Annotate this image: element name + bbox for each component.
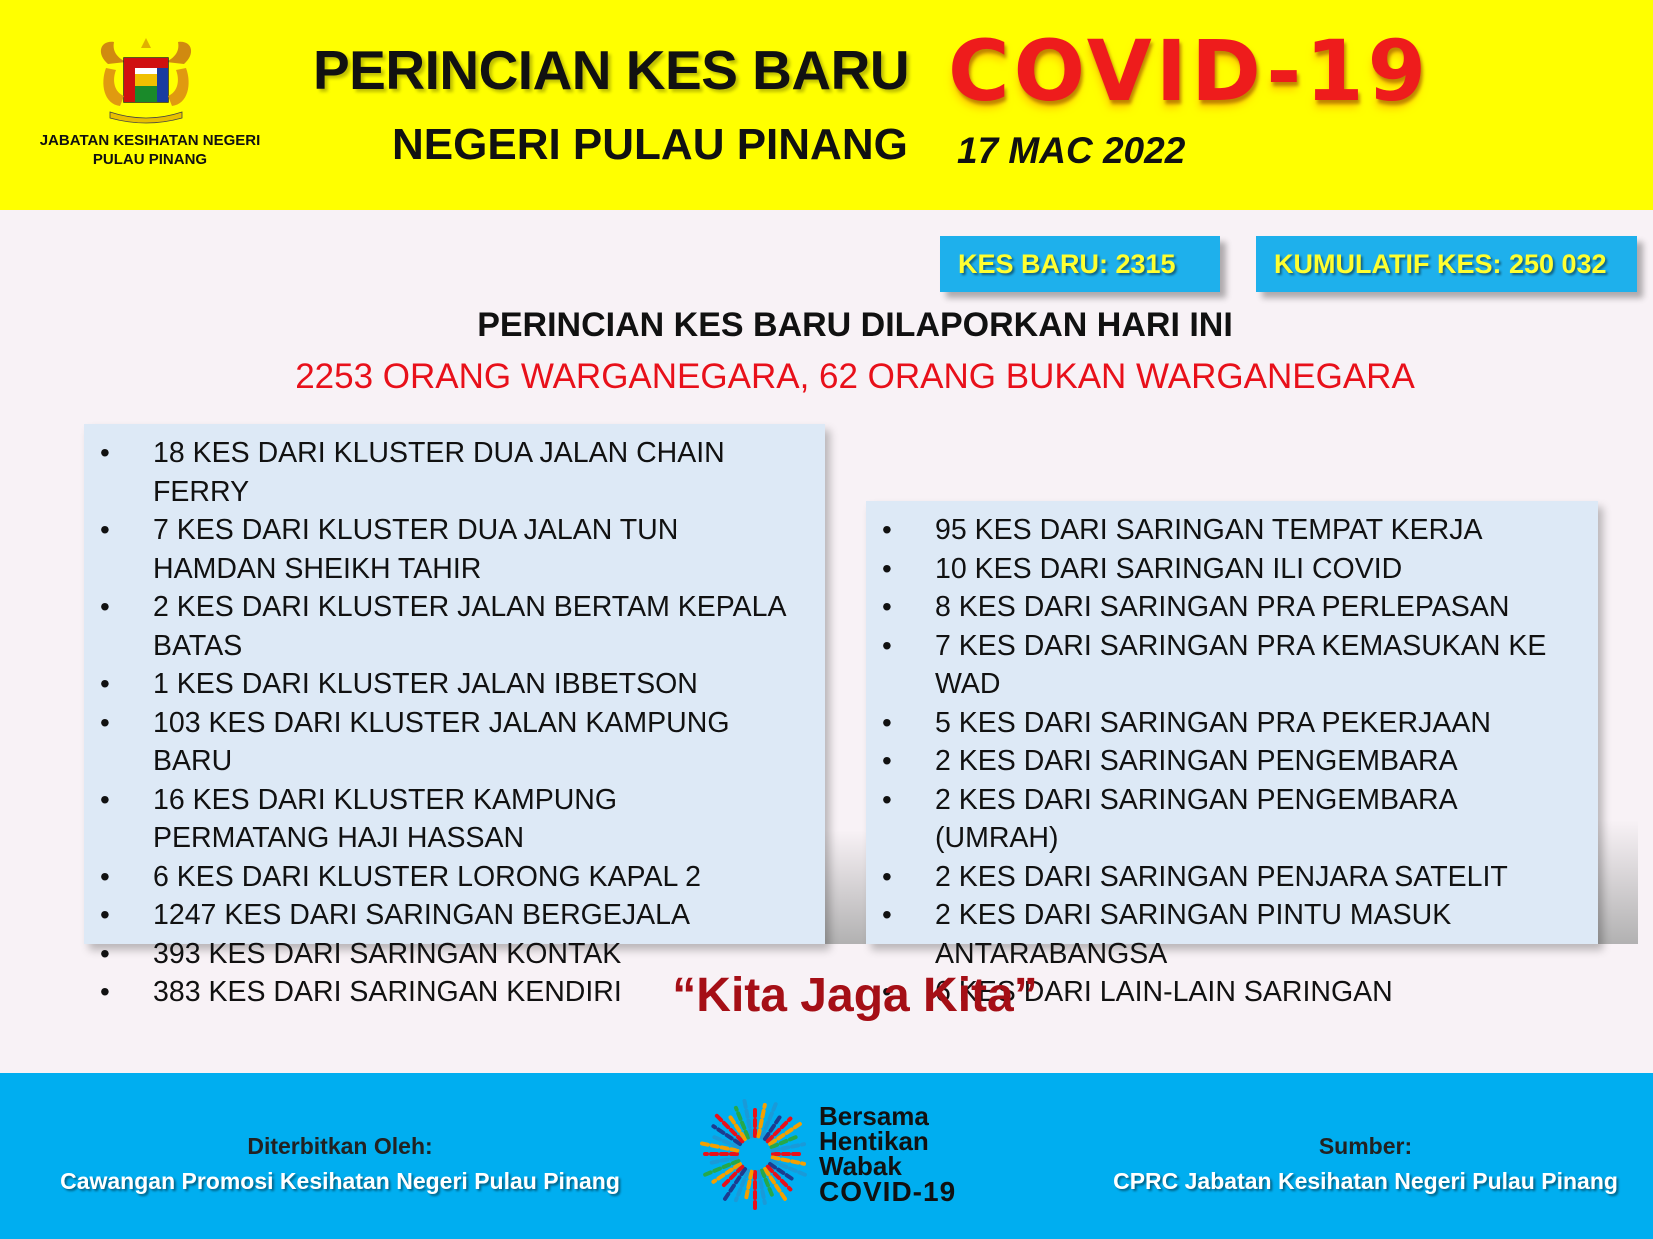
summary-heading: PERINCIAN KES BARU DILAPORKAN HARI INI: [477, 306, 1233, 344]
page-title: PERINCIAN KES BARU: [313, 39, 910, 101]
list-item: • 8 KES DARI SARINGAN PRA PERLEPASAN: [882, 588, 1582, 627]
new-cases-badge: KES BARU: 2315: [940, 236, 1220, 292]
list-item: • 16 KES DARI KLUSTER KAMPUNG PERMATANG HAJI HASSAN: [100, 781, 800, 858]
list-item: • 1247 KES DARI SARINGAN BERGEJALA: [100, 896, 800, 935]
list-item: • 6 KES DARI LAIN-LAIN SARINGAN: [882, 973, 1582, 1012]
campaign-line: Hentikan: [819, 1126, 929, 1156]
list-item: • 1 KES DARI KLUSTER JALAN IBBETSON: [100, 665, 800, 704]
list-item: • 393 KES DARI SARINGAN KONTAK: [100, 935, 800, 974]
list-item: • 7 KES DARI SARINGAN PRA KEMASUKAN KE WAD: [882, 627, 1582, 704]
screening-cases-list: [882, 511, 1582, 1012]
list-item: • 2 KES DARI SARINGAN PINTU MASUK ANTARABANGSA: [882, 896, 1582, 973]
coat-of-arms-icon: [86, 34, 206, 124]
list-item: • 10 KES DARI SARINGAN ILI COVID: [882, 550, 1582, 589]
panel-shadow: [1598, 820, 1638, 944]
citizenship-breakdown: 2253 ORANG WARGANEGARA, 62 ORANG BUKAN WARGANEGARA: [295, 357, 1415, 396]
source-label: Sumber:: [1318, 1133, 1413, 1159]
list-item: • 2 KES DARI KLUSTER JALAN BERTAM KEPALA BATAS: [100, 588, 800, 665]
covid-title: COVID-19: [948, 22, 1431, 120]
publisher-name: Cawangan Promosi Kesihatan Negeri Pulau Pinang: [60, 1168, 620, 1194]
panel-shadow: [825, 830, 870, 944]
report-date: 17 MAC 2022: [957, 130, 1186, 171]
list-item: • 5 KES DARI SARINGAN PRA PEKERJAAN: [882, 704, 1582, 743]
list-item: • 383 KES DARI SARINGAN KENDIRI: [100, 973, 800, 1012]
campaign-line: Wabak: [819, 1151, 902, 1181]
cluster-cases-list: [100, 434, 800, 1012]
publisher-label: Diterbitkan Oleh:: [247, 1133, 433, 1159]
campaign-burst-icon: [700, 1097, 810, 1211]
campaign-line: COVID-19: [819, 1176, 957, 1207]
screening-cases-panel: [866, 501, 1598, 1008]
list-item: • 18 KES DARI KLUSTER DUA JALAN CHAIN FERRY: [100, 434, 800, 511]
list-item: • 103 KES DARI KLUSTER JALAN KAMPUNG BARU: [100, 704, 800, 781]
list-item: • 2 KES DARI SARINGAN PENGEMBARA (UMRAH): [882, 781, 1582, 858]
cumulative-cases-badge: KUMULATIF KES: 250 032: [1256, 236, 1637, 292]
list-item: • 7 KES DARI KLUSTER DUA JALAN TUN HAMDAN SHEIKH TAHIR: [100, 511, 800, 588]
campaign-line: Bersama: [819, 1101, 929, 1131]
header-banner: [0, 0, 1653, 210]
department-name: JABATAN KESIHATAN NEGERI PULAU PINANG: [39, 132, 261, 168]
slogan: “Kita Jaga Kita”: [672, 969, 1038, 1022]
list-item: • 6 KES DARI KLUSTER LORONG KAPAL 2: [100, 858, 800, 897]
cluster-cases-panel: [84, 424, 825, 1008]
campaign-logo-text: [819, 1101, 957, 1207]
list-item: • 95 KES DARI SARINGAN TEMPAT KERJA: [882, 511, 1582, 550]
state-title: NEGERI PULAU PINANG: [392, 120, 908, 169]
source-name: CPRC Jabatan Kesihatan Negeri Pulau Pinang: [1113, 1168, 1618, 1194]
list-item: • 2 KES DARI SARINGAN PENGEMBARA: [882, 742, 1582, 781]
list-item: • 2 KES DARI SARINGAN PENJARA SATELIT: [882, 858, 1582, 897]
